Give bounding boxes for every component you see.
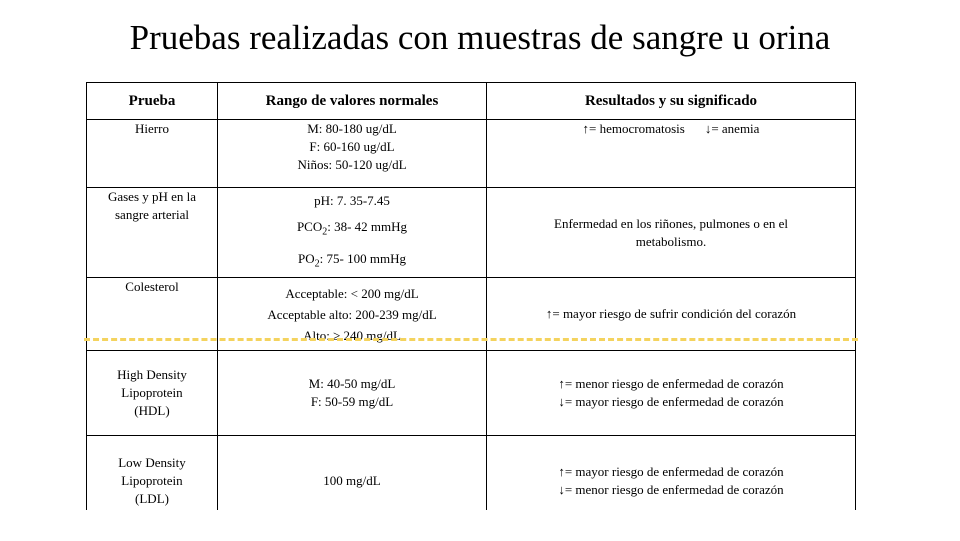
range-line: Alto: ≥ 240 mg/dL <box>303 327 401 343</box>
po2-value: : 75- 100 mmHg <box>319 250 406 266</box>
range-line: Acceptable alto: 200-239 mg/dL <box>267 306 437 322</box>
range-line: F: 50-59 mg/dL <box>310 394 394 410</box>
range-line: Niños: 50-120 ug/dL <box>297 157 407 172</box>
test-name-line: Gases y pH en la <box>107 189 197 204</box>
test-name: Colesterol <box>125 279 179 295</box>
test-name-line: High Density <box>117 367 187 383</box>
range-cell <box>218 120 487 188</box>
test-name-line: sangre arterial <box>115 207 189 222</box>
result-line: ↑= mayor riesgo de sufrir condición del corazón <box>545 306 797 322</box>
table-row <box>87 188 856 278</box>
test-name: Hierro <box>135 121 169 136</box>
range-cell <box>218 351 487 436</box>
range-line: Acceptable: < 200 mg/dL <box>285 285 419 301</box>
test-name-line: Low Density <box>118 454 186 470</box>
range-pco2 <box>224 214 480 246</box>
range-po2 <box>224 246 480 278</box>
test-name-line: (LDL) <box>135 490 169 506</box>
result-line: Enfermedad en los riñones, pulmones o en el <box>554 215 788 231</box>
table-row <box>87 120 856 188</box>
range-line: 100 mg/dL <box>323 472 381 488</box>
test-name-cell <box>87 351 218 436</box>
page-title: Pruebas realizadas con muestras de sangre u orina <box>129 18 831 57</box>
test-name-line: Lipoprotein <box>121 385 183 401</box>
po2-prefix: PO <box>298 250 315 266</box>
blood-tests-table <box>86 82 856 526</box>
result-line: ↑= menor riesgo de enfermedad de corazón <box>558 376 784 392</box>
range-line: F: 60-160 ug/dL <box>309 139 395 154</box>
range-line: M: 40-50 mg/dL <box>308 376 396 392</box>
result-high: ↑= hemocromatosis <box>582 121 685 136</box>
header-prueba: Prueba <box>87 83 218 120</box>
result-line: ↑= mayor riesgo de enfermedad de corazón <box>558 463 784 479</box>
pco2-prefix: PCO <box>296 219 323 234</box>
table-row <box>87 351 856 436</box>
results-cell <box>487 351 856 436</box>
highlight-divider <box>84 338 858 341</box>
po2-subscript: 2 <box>314 258 320 270</box>
results-cell <box>487 120 856 188</box>
header-resultados: Resultados y su significado <box>487 83 856 120</box>
table-header-row <box>87 83 856 120</box>
range-line: M: 80-180 ug/dL <box>307 121 397 136</box>
result-line: metabolismo. <box>635 233 707 249</box>
result-line: ↓= mayor riesgo de enfermedad de corazón <box>558 394 784 410</box>
range-ph: pH: 7. 35-7.45 <box>314 193 390 208</box>
test-name-line: Lipoprotein <box>121 472 183 488</box>
pco2-subscript: 2 <box>322 226 328 238</box>
test-name-cell <box>87 188 218 278</box>
result-low: ↓= anemia <box>704 121 760 136</box>
range-cell <box>218 188 487 278</box>
table-bottom-mask <box>86 510 857 541</box>
result-line: ↓= menor riesgo de enfermedad de corazón <box>558 481 784 497</box>
pco2-value: : 38- 42 mmHg <box>327 219 408 234</box>
results-cell <box>487 188 856 278</box>
test-name-cell <box>87 120 218 188</box>
test-name-line: (HDL) <box>134 403 170 419</box>
header-rango: Rango de valores normales <box>218 83 487 120</box>
